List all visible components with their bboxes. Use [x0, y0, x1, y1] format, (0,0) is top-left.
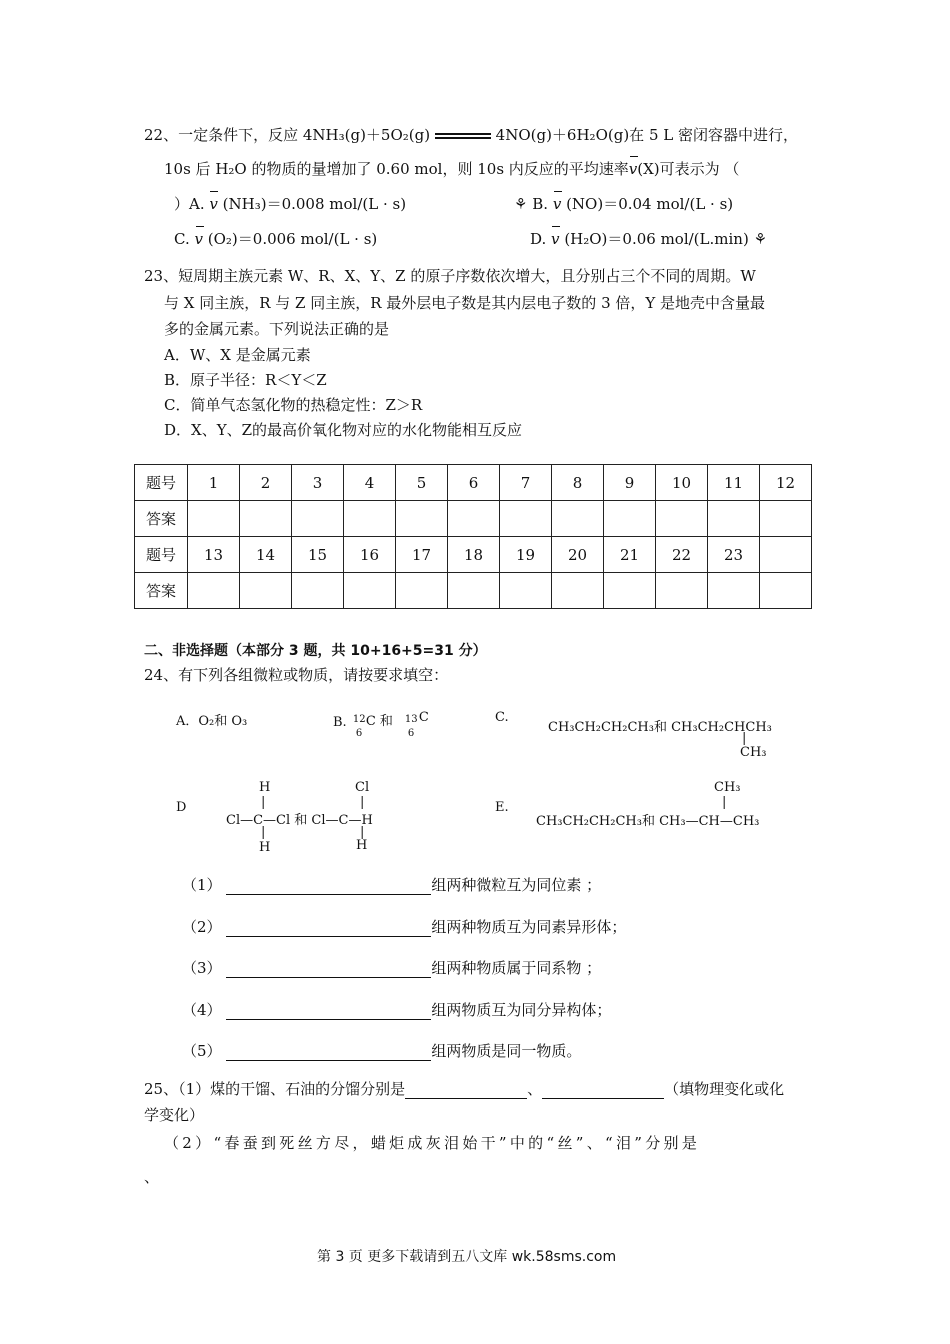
page-footer: 第 3 页 更多下载请到五八文库 wk.58sms.com	[317, 1249, 617, 1265]
answer-cell[interactable]	[500, 501, 552, 537]
q24-blank-item	[182, 999, 611, 1020]
answer-blank[interactable]	[226, 920, 431, 937]
q23-option-b: B．原子半径：R＜Y＜Z	[164, 371, 327, 389]
question-number-cell: 6	[448, 465, 500, 501]
q22-option-b	[514, 193, 733, 214]
q24-blank-item	[182, 957, 601, 978]
question-number-cell: 19	[500, 537, 552, 573]
q23-option-c: C．简单气态氢化物的热稳定性：Z＞R	[164, 396, 423, 414]
answer-cell[interactable]	[396, 501, 448, 537]
q24-group-d-formula: Cl—C—Cl 和 Cl—C—H	[226, 813, 373, 828]
item-number: （4）	[182, 1000, 222, 1019]
option-label: D.	[530, 230, 547, 248]
q25-text: 、	[144, 1168, 160, 1186]
question-number-cell: 14	[240, 537, 292, 573]
q22-option-d	[530, 228, 767, 249]
answer-cell[interactable]	[240, 573, 292, 609]
question-number-cell: 17	[396, 537, 448, 573]
question-number-cell: 12	[760, 465, 812, 501]
q23-stem: 多的金属元素。下列说法正确的是	[164, 320, 390, 338]
section-title: 二、非选择题（本部分 3 题，共 10+16+5=31 分）	[144, 643, 487, 659]
answer-cell[interactable]	[188, 573, 240, 609]
q23-stem: 23、短周期主族元素 W、R、X、Y、Z 的原子序数依次增大，且分别占三个不同的周期。W	[144, 267, 756, 285]
item-text: 组两种微粒互为同位素 ；	[431, 876, 602, 894]
answer-cell[interactable]	[344, 501, 396, 537]
q24-group-e-formula: CH₃CH₂CH₂CH₃和 CH₃—CH—CH₃	[536, 814, 760, 829]
decoration-icon: ⚘	[753, 230, 768, 248]
decoration-icon: ⚘	[514, 195, 528, 213]
question-number-cell: 10	[656, 465, 708, 501]
q24-blank-item	[182, 916, 626, 937]
q25-text: （2）“春蚕到死丝方尽，蜡炬成灰泪始干”中的“丝”、“泪”分别是	[164, 1134, 701, 1152]
q24-group-c-formula: CH₃CH₂CH₂CH₃和 CH₃CH₂CHCH₃	[548, 720, 772, 735]
v-symbol: v	[194, 230, 203, 248]
q23-stem: 与 X 同主族，R 与 Z 同主族，R 最外层电子数是其内层电子数的 3 倍，Y 是地壳中含量最	[164, 294, 766, 312]
v-symbol: v	[552, 195, 562, 213]
v-symbol: v	[551, 230, 560, 248]
answer-cell[interactable]	[708, 573, 760, 609]
group-label: E.	[495, 800, 509, 815]
answer-cell[interactable]	[760, 501, 812, 537]
answer-cell[interactable]	[552, 501, 604, 537]
q24-blank-item	[182, 1040, 581, 1061]
answer-blank[interactable]	[226, 1003, 431, 1020]
item-number: （1）	[182, 876, 222, 894]
question-number-cell: 7	[500, 465, 552, 501]
structure-atom: H	[259, 840, 271, 855]
answer-cell[interactable]	[292, 501, 344, 537]
isotope-text: C 和	[365, 714, 393, 729]
header-cell: 答案	[135, 501, 188, 537]
q25-text: （填物理变化或化	[664, 1080, 785, 1098]
answer-cell[interactable]	[240, 501, 292, 537]
q24-group-b	[333, 710, 455, 739]
answer-cell[interactable]	[604, 573, 656, 609]
option-text: (O₂)＝0.006 mol/(L · s)	[207, 230, 378, 248]
v-symbol: v	[209, 195, 218, 213]
mass-number: 12	[352, 714, 366, 725]
q24-group-e-branch: CH₃	[714, 780, 741, 795]
q24-stem: 24、有下列各组微粒或物质，请按要求填空：	[144, 666, 449, 684]
answer-blank[interactable]	[226, 1044, 431, 1061]
option-text: (NO)＝0.04 mol/(L · s)	[566, 195, 734, 213]
option-label: C.	[174, 230, 190, 248]
answer-cell[interactable]	[656, 573, 708, 609]
question-number-cell: 2	[240, 465, 292, 501]
answer-cell[interactable]	[292, 573, 344, 609]
question-number-cell: 20	[552, 537, 604, 573]
option-text: (H₂O)＝0.06 mol/(L.min)	[564, 230, 749, 248]
q25-text: 、	[527, 1080, 543, 1098]
answer-blank[interactable]	[405, 1082, 527, 1099]
document-page: 22、一定条件下，反应 4NH₃(g)＋5O₂(g) 4NO(g)＋6H₂O(g)在 5 L 密闭容器中进行， 10s 后 H₂O 的物质的量增加了 0.60 mol，则 10s 内反应的平均速率v(X)可表示为 （ ）A. v (NH₃)＝0.008 mol/(L · s) ⚘ B. v (NO)＝0.04 mol/(L · s) C. v (O₂)＝0.006 mol/(L · s) D. v (H₂O)＝0.06 mol/(L.min) ⚘ 23、短周期主族元素 W、R、X、Y、Z 的原子序数依次增大，且分别占三个不同的周期。W 与 X 同主族，R 与 Z 同主族，R 最外层电子数是其内层电子数的 3 倍，Y 是地壳中含量最 多的金属元素。下列说法正确的是 A．W、X 是金属元素 B．原子半径：R＜Y＜Z C．简单气态氢化物的热稳定性：Z＞R D．X、Y、Z的最高价氧化物对应的水化物能相互反应 题号 1 2 3 4 5 6 7 8 9 10 11 12 答案 题号 13 14 15 16 17 18 19 20 21 22 23 答案 二、非选择题（本部分 3 题，共 10+16+5=31 分） 24、有下列各组微粒或物质，请按要求填空： A．O₂和 O₃ B. 12 6 C 和 13 6 C C. CH₃CH₂CH₂CH₃和 CH₃CH₂CHCH₃ | CH₃ D H | Cl—C—Cl 和 Cl—C—H | H Cl | | H E. CH₃ | CH₃CH₂CH₂CH₃和 CH₃—CH—CH₃ （1） 组两种微粒互为同位素 ； （2） 组两种物质互为同素异形体； （3） 组两种物质属于同系物 ； （4） 组两物质互为同分异构体； （5） 组两物质是同一物质。 25、（1）煤的干馏、石油的分馏分别是 、 （填物理变化或化 学变化） （2）“春蚕到死丝方尽，蜡炬成灰泪始干”中的“丝”、“泪”分别是 、 第 3 页 更多下载请到五八文库 wk.58sms.com	[0, 0, 950, 1344]
structure-atom: Cl	[355, 780, 370, 795]
answer-cell[interactable]	[760, 573, 812, 609]
q22-text: 10s 后 H₂O 的物质的量增加了 0.60 mol，则 10s 内反应的平均速率	[164, 160, 629, 178]
question-number-cell: 16	[344, 537, 396, 573]
question-number-cell: 11	[708, 465, 760, 501]
question-number-cell: 13	[188, 537, 240, 573]
answer-blank[interactable]	[226, 878, 431, 895]
answer-cell[interactable]	[448, 501, 500, 537]
item-number: （2）	[182, 917, 222, 936]
question-number-cell: 21	[604, 537, 656, 573]
item-text: 组两物质是同一物质。	[431, 1042, 582, 1060]
answer-cell[interactable]	[604, 501, 656, 537]
q22-text: 22、一定条件下，反应 4NH₃(g)＋5O₂(g)	[144, 126, 431, 144]
structure-atom: H	[259, 780, 271, 795]
q22-option-a	[174, 193, 406, 214]
item-text: 组两物质互为同分异构体；	[431, 1000, 612, 1019]
q22-option-c	[174, 228, 377, 249]
question-number-cell: 5	[396, 465, 448, 501]
structure-atom: H	[356, 838, 368, 853]
q23-option-a: A．W、X 是金属元素	[164, 346, 311, 364]
answer-cell[interactable]	[188, 501, 240, 537]
question-number-cell: 23	[708, 537, 760, 573]
q24-group-c-branch: CH₃	[740, 745, 767, 760]
question-number-cell: 22	[656, 537, 708, 573]
mass-number: 13	[404, 714, 418, 725]
q24-blank-item	[182, 874, 601, 895]
answer-cell[interactable]	[448, 573, 500, 609]
answer-cell[interactable]	[396, 573, 448, 609]
header-cell: 答案	[135, 573, 188, 609]
question-number-cell: 3	[292, 465, 344, 501]
q22-text: 4NO(g)＋6H₂O(g)在 5 L 密闭容器中进行，	[495, 126, 798, 144]
q24-group-a: A．O₂和 O₃	[176, 714, 248, 729]
question-number-cell	[760, 537, 812, 573]
item-number: （3）	[182, 959, 222, 977]
equilibrium-arrow-icon	[435, 131, 491, 141]
option-text: (NH₃)＝0.008 mol/(L · s)	[222, 195, 407, 213]
item-text: 组两种物质互为同素异形体；	[431, 917, 627, 936]
question-number-cell: 1	[188, 465, 240, 501]
q22-line1	[144, 124, 798, 145]
v-symbol: v	[628, 160, 638, 178]
q25-text: 学变化）	[144, 1106, 205, 1124]
q22-text: (X)可表示为 （	[637, 160, 740, 178]
answer-blank[interactable]	[542, 1082, 664, 1099]
q25-text: 25、（1）煤的干馏、石油的分馏分别是	[144, 1080, 406, 1098]
atomic-number: 6	[407, 728, 415, 739]
question-number-cell: 15	[292, 537, 344, 573]
header-cell: 题号	[135, 537, 188, 573]
q23-option-d: D．X、Y、Z的最高价氧化物对应的水化物能相互反应	[164, 421, 523, 439]
question-number-cell: 9	[604, 465, 656, 501]
header-cell: 题号	[135, 465, 188, 501]
answer-cell[interactable]	[344, 573, 396, 609]
group-label: D	[176, 800, 187, 815]
answer-cell[interactable]	[708, 501, 760, 537]
answer-cell[interactable]	[500, 573, 552, 609]
item-number: （5）	[182, 1042, 222, 1060]
group-label: C.	[495, 710, 509, 725]
option-label: ）A.	[174, 195, 205, 213]
atomic-number: 6	[355, 728, 363, 739]
question-number-cell: 18	[448, 537, 500, 573]
item-text: 组两种物质属于同系物 ；	[431, 959, 602, 977]
option-label: B.	[532, 195, 549, 213]
question-number-cell: 8	[552, 465, 604, 501]
answer-table	[134, 464, 812, 609]
answer-cell[interactable]	[656, 501, 708, 537]
q22-line2	[164, 158, 739, 179]
answer-cell[interactable]	[552, 573, 604, 609]
answer-blank[interactable]	[226, 961, 431, 978]
q25-line1	[144, 1078, 784, 1099]
question-number-cell: 4	[344, 465, 396, 501]
group-label: B.	[333, 715, 347, 730]
isotope-text: C	[418, 710, 429, 725]
